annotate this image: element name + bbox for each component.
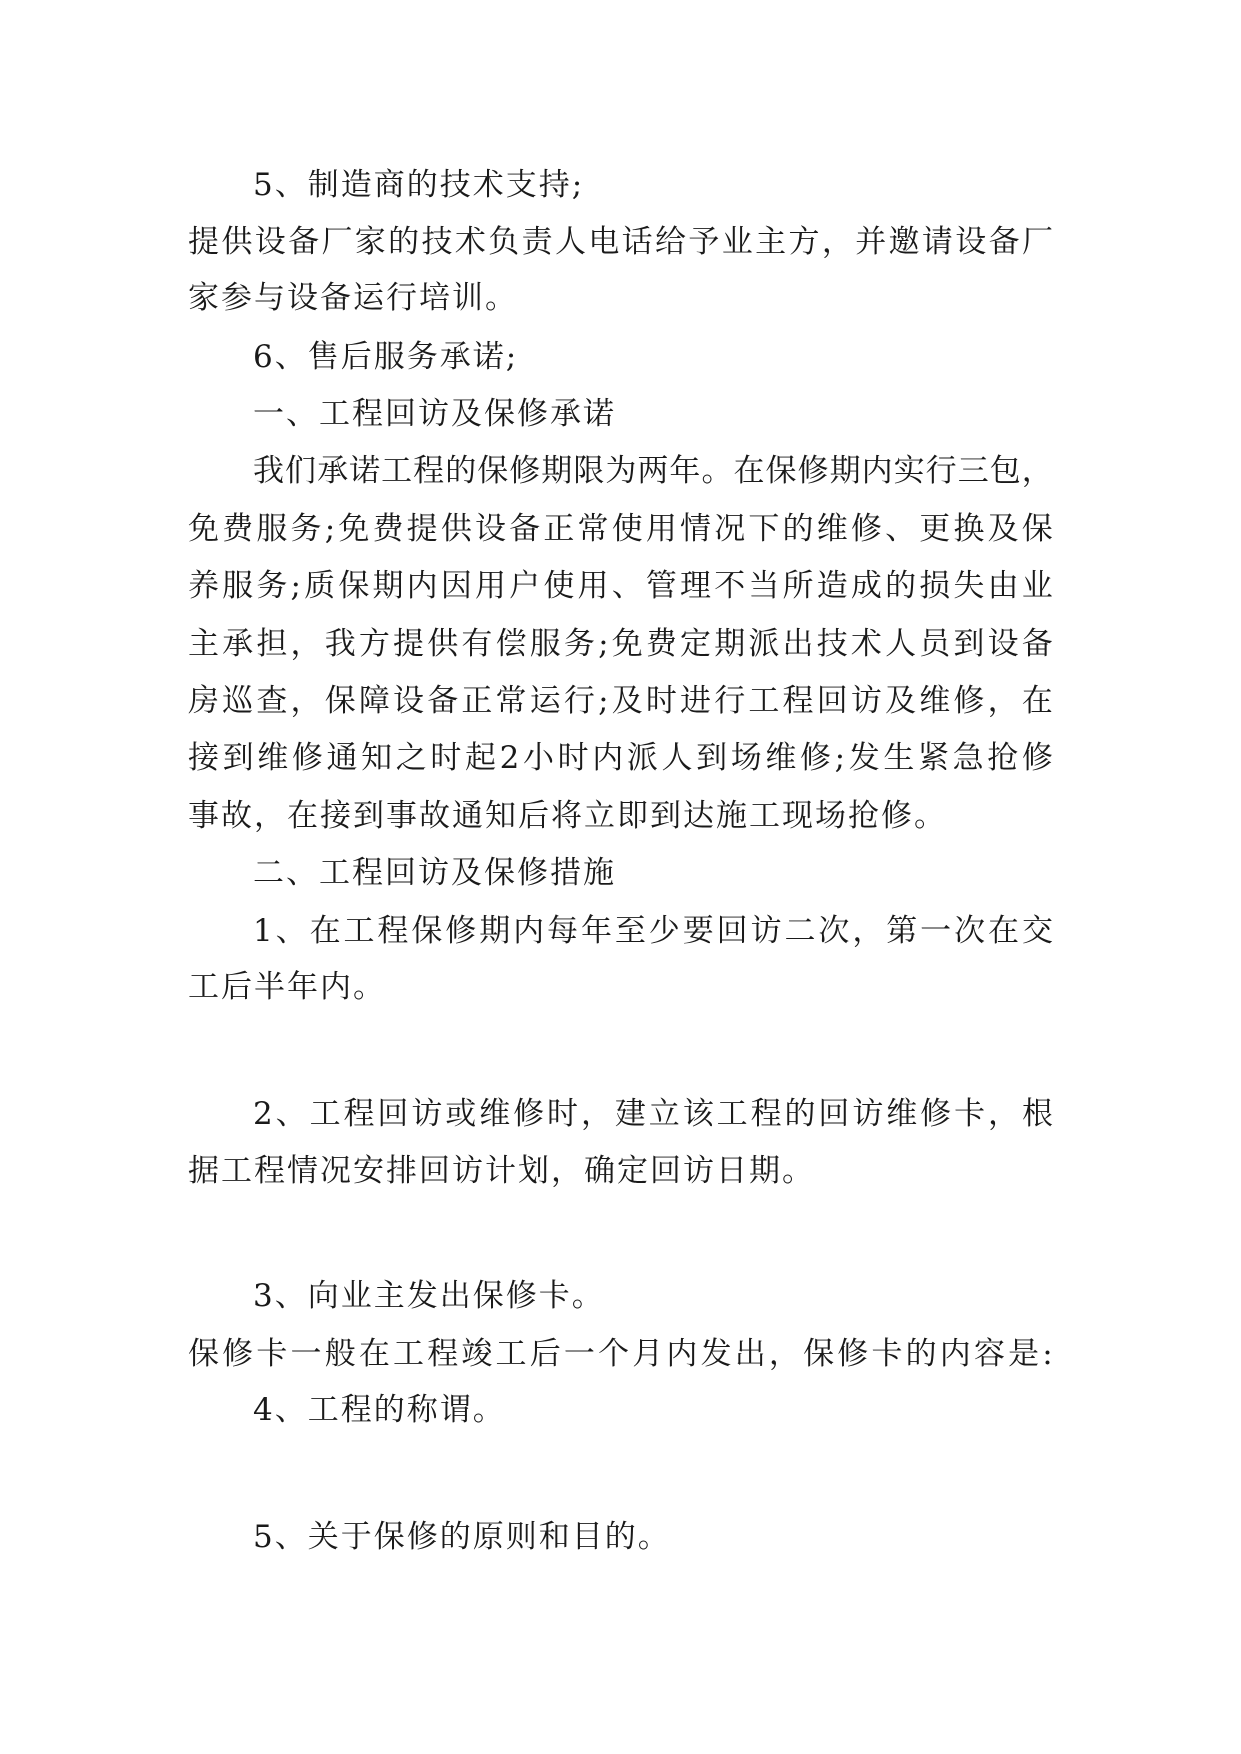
section-heading: 一、工程回访及保修承诺 — [253, 396, 616, 432]
text-line: 6、售后服务承诺; — [253, 339, 519, 375]
text-line: 3、向业主发出保修卡。 — [253, 1278, 605, 1314]
text-line: 4、工程的称谓。 — [253, 1392, 506, 1428]
text-line: 5、关于保修的原则和目的。 — [253, 1519, 671, 1555]
section-heading: 二、工程回访及保修措施 — [253, 855, 616, 891]
text-line: 我 们 承 诺 工 程 的 保 修 期 限 为 两 年 。 在 保 修 期 内 实 行 三 包 ， — [253, 453, 1053, 489]
text-line: 家参与设备运行培训。 — [188, 280, 518, 316]
text-line: 工后半年内。 — [188, 969, 386, 1005]
text-line: 房 巡 查 ， 保 障 设 备 正 常 运 行 ; 及 时 进 行 工 程 回 访 及 维 修 ， 在 — [188, 683, 1053, 719]
text-line: 提 供 设 备 厂 家 的 技 术 负 责 人 电 话 给 予 业 主 方 ， 并 邀 请 设 备 厂 — [188, 224, 1053, 260]
text-line: 免 费 服 务 ; 免 费 提 供 设 备 正 常 使 用 情 况 下 的 维 修 、 更 换 及 保 — [188, 511, 1053, 547]
text-line: 事故，在接到事故通知后将立即到达施工现场抢修。 — [188, 798, 947, 834]
text-line: 养 服 务 ; 质 保 期 内 因 用 户 使 用 、 管 理 不 当 所 造 成 的 损 失 由 业 — [188, 568, 1053, 604]
text-line: 2 、 工 程 回 访 或 维 修 时 ， 建 立 该 工 程 的 回 访 维 修 卡 ， 根 — [253, 1096, 1053, 1132]
text-line: 接 到 维 修 通 知 之 时 起 2 小 时 内 派 人 到 场 维 修 ; 发 生 紧 急 抢 修 — [188, 740, 1053, 776]
text-line: 1 、 在 工 程 保 修 期 内 每 年 至 少 要 回 访 二 次 ， 第 一 次 在 交 — [253, 913, 1053, 949]
text-line: 5、制造商的技术支持; — [253, 167, 585, 203]
text-line: 主 承 担 ， 我 方 提 供 有 偿 服 务 ; 免 费 定 期 派 出 技 术 人 员 到 设 备 — [188, 626, 1053, 662]
text-line: 保 修 卡 一 般 在 工 程 竣 工 后 一 个 月 内 发 出 ， 保 修 卡 的 内 容 是 : — [188, 1336, 1053, 1372]
text-line: 据工程情况安排回访计划，确定回访日期。 — [188, 1153, 815, 1189]
